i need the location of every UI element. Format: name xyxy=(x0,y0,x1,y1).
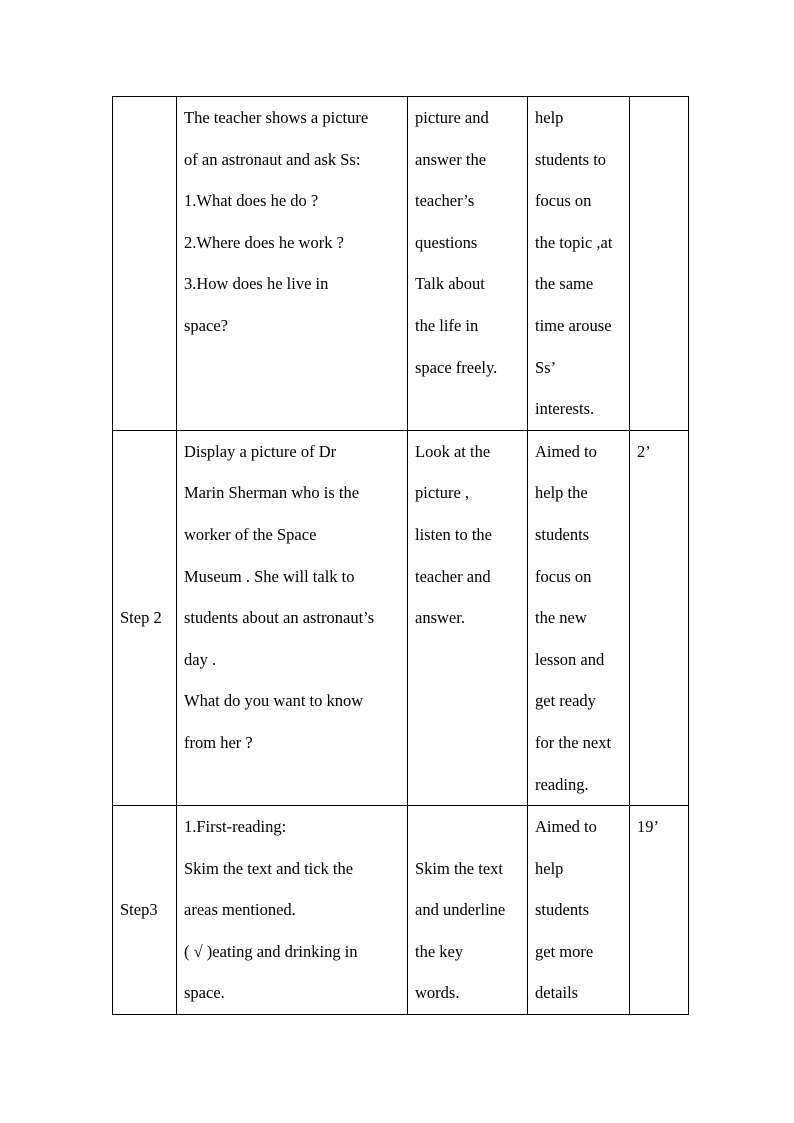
table-row xyxy=(113,97,689,431)
student-activity-cell: Skim the text and underline the key words. xyxy=(408,806,528,1015)
table-row xyxy=(113,430,689,805)
step-cell: Step 2 xyxy=(113,430,177,805)
teacher-activity-cell: 1.First-reading: Skim the text and tick the areas mentioned. ( √ )eating and drinking in space. xyxy=(177,806,408,1015)
step-cell xyxy=(113,97,177,431)
time-cell: 19’ xyxy=(630,806,689,1015)
student-activity-cell: picture and answer the teacher’s questions Talk about the life in space freely. xyxy=(408,97,528,431)
lesson-plan-table xyxy=(112,96,689,1015)
purpose-cell: help students to focus on the topic ,at the same time arouse Ss’ interests. xyxy=(528,97,630,431)
time-cell xyxy=(630,97,689,431)
teacher-activity-cell: The teacher shows a picture of an astronaut and ask Ss: 1.What does he do ? 2.Where does he work ? 3.How does he live in space? xyxy=(177,97,408,431)
student-activity-cell: Look at the picture , listen to the teacher and answer. xyxy=(408,430,528,805)
time-cell: 2’ xyxy=(630,430,689,805)
purpose-cell: Aimed to help students get more details xyxy=(528,806,630,1015)
table-row xyxy=(113,806,689,1015)
purpose-cell: Aimed to help the students focus on the new lesson and get ready for the next reading. xyxy=(528,430,630,805)
step-cell: Step3 xyxy=(113,806,177,1015)
teacher-activity-cell: Display a picture of Dr Marin Sherman who is the worker of the Space Museum . She will talk to students about an astronaut’s day . What do you want to know from her ? xyxy=(177,430,408,805)
